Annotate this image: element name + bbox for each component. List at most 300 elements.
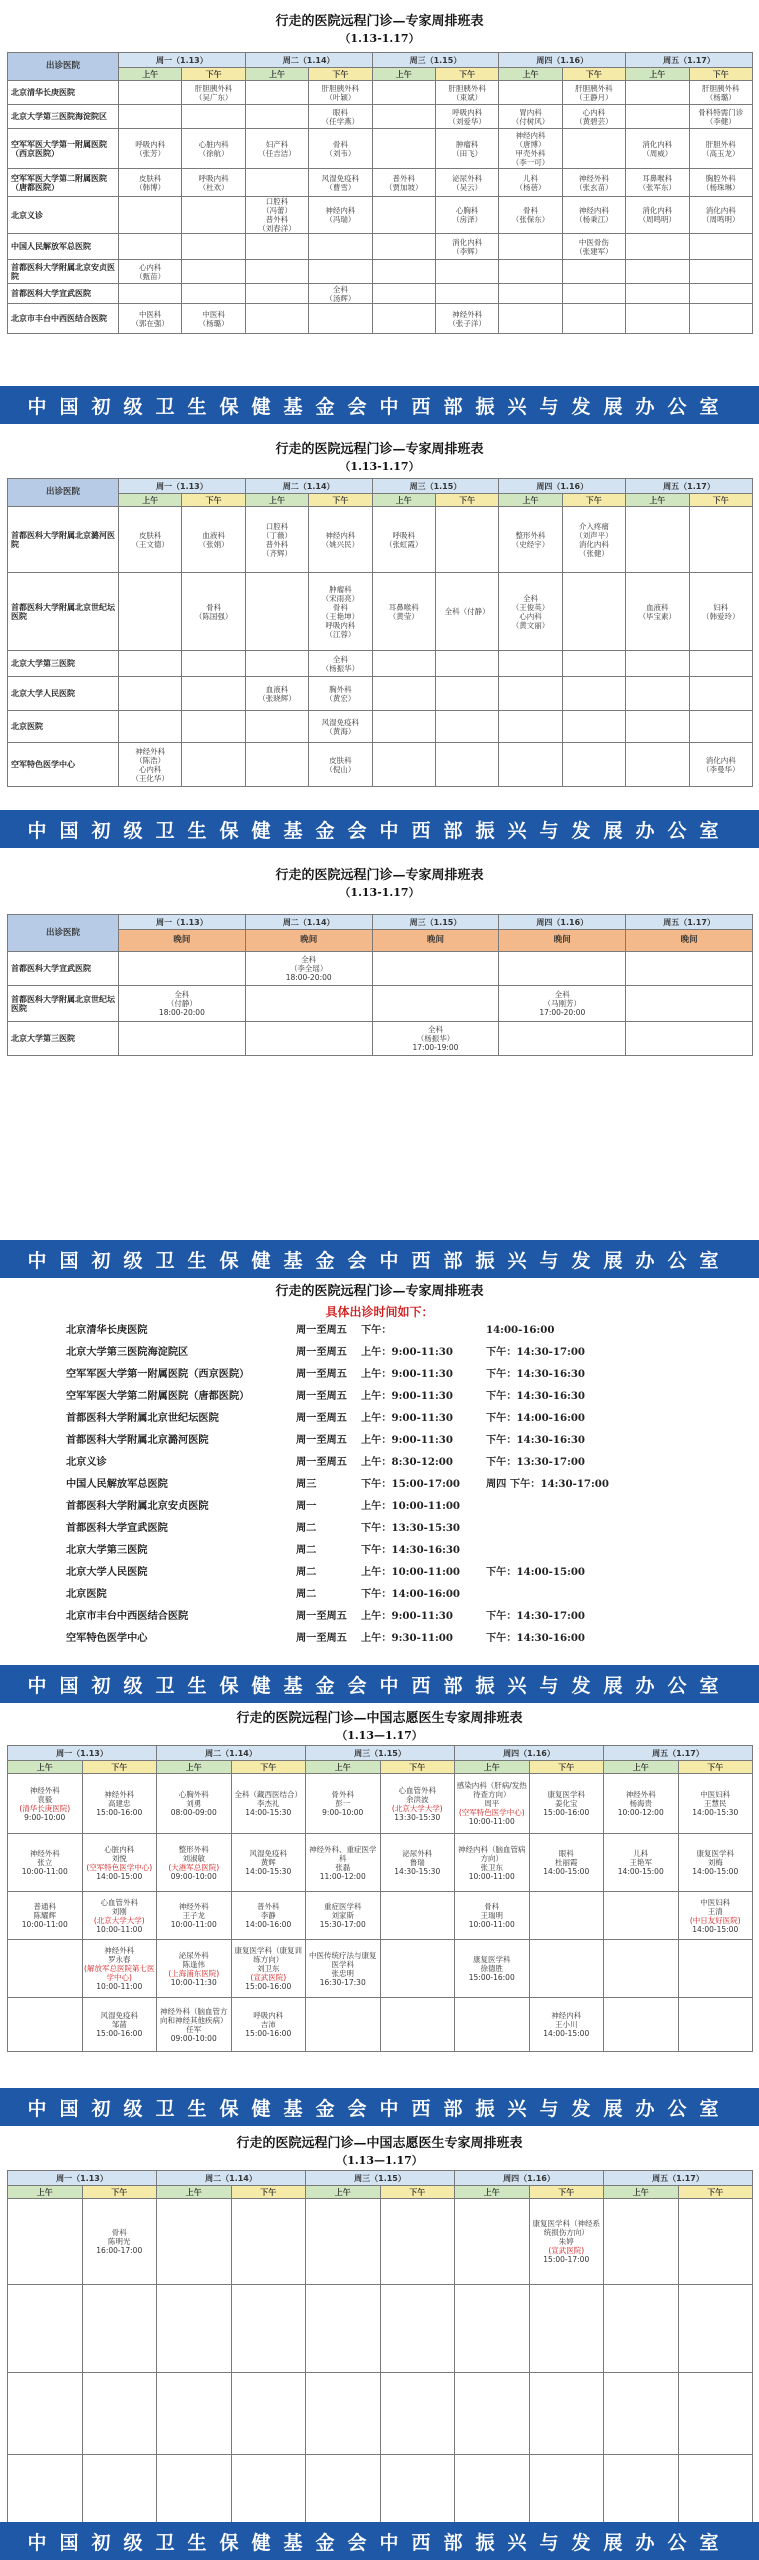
clinic-hours-row — [66, 1586, 706, 1602]
volunteer-cell — [678, 2285, 753, 2373]
day-header: 周一（1.13） — [119, 479, 246, 494]
doctor-info: 风湿免疫科 黄辉 14:00-15:30 — [245, 1849, 292, 1876]
am-header: 上午 — [604, 2186, 679, 2199]
table-row — [8, 2285, 753, 2373]
volunteer-cell — [678, 1998, 753, 2052]
schedule-cell: 全科 （杨振华） 17:00-19:00 — [372, 1022, 499, 1056]
day-header: 周二（1.14） — [245, 53, 372, 68]
am-header: 上午 — [157, 2186, 232, 2199]
volunteer-cell — [8, 1774, 83, 1834]
schedule-cell: 心脏内科 （徐航） — [182, 129, 245, 169]
clinic-days: 周三 — [296, 1478, 317, 1490]
schedule-cell — [499, 260, 562, 284]
day-header: 周二（1.14） — [245, 915, 372, 930]
schedule-cell — [372, 677, 435, 711]
hospital-name: 北京市丰台中西医结合医院 — [8, 304, 119, 334]
pm-header: 下午 — [82, 2186, 157, 2199]
clinic-hours-list — [0, 1322, 759, 1652]
pm-header: 下午 — [435, 68, 498, 81]
schedule-cell — [182, 284, 245, 304]
volunteer-cell — [82, 1998, 157, 2052]
hospital-name: 北京大学人民医院 — [8, 677, 119, 711]
schedule-cell: 全科 （杨振华） — [309, 651, 372, 677]
panel-subtitle: （1.13—1.17） — [336, 1729, 423, 1742]
clinic-days: 周一至周五 — [296, 1456, 347, 1468]
schedule-cell — [499, 677, 562, 711]
volunteer-cell — [604, 1892, 679, 1940]
am-header: 上午 — [8, 1761, 83, 1774]
schedule-cell — [626, 677, 689, 711]
pm-header: 下午 — [562, 68, 625, 81]
clinic-hours-row — [66, 1498, 706, 1514]
doctor-info: 神经内科（脑血管病方向） 张卫东 10:00-11:00 — [458, 1844, 526, 1881]
schedule-cell: 肝胆外科 （高玉龙） — [689, 129, 752, 169]
clinic-days: 周一至周五 — [296, 1346, 347, 1358]
am-hours: 上午：9:00-11:30 — [361, 1346, 453, 1358]
clinic-days: 周一至周五 — [296, 1412, 347, 1424]
day-header: 周三（1.15） — [372, 479, 499, 494]
schedule-cell: 神经内科 （唐博） 甲壳外科 （李一可） — [499, 129, 562, 169]
doctor-affiliation: (大港军总医院) — [168, 1862, 220, 1872]
schedule-cell: 消化内科 （李曼华） — [689, 743, 752, 787]
volunteer-cell — [8, 1892, 83, 1940]
schedule-table-evening — [7, 914, 753, 1056]
schedule-cell — [689, 284, 752, 304]
hospital-name: 空军特色医学中心 — [8, 743, 119, 787]
pm-header: 下午 — [435, 494, 498, 507]
doctor-info: 康复医学科 徐德胜 15:00-16:00 — [468, 1955, 515, 1982]
doctor-info: 神经外科、重症医学科 张磊 11:00-12:00 — [309, 1844, 377, 1881]
doctor-info: 神经外科 袁毅 — [29, 1785, 60, 1804]
clinic-hours-row — [66, 1388, 706, 1404]
schedule-cell — [499, 81, 562, 105]
schedule-cell — [626, 105, 689, 129]
volunteer-cell — [380, 1892, 455, 1940]
clinic-hours-row — [66, 1630, 706, 1646]
am-header: 上午 — [245, 68, 308, 81]
day-header: 周一（1.13） — [119, 915, 246, 930]
panel-subtitle: （1.13-1.17） — [339, 460, 420, 473]
volunteer-cell — [678, 1892, 753, 1940]
pm-header: 下午 — [562, 494, 625, 507]
volunteer-cell — [82, 1892, 157, 1940]
schedule-cell — [499, 743, 562, 787]
am-hours: 上午：9:00-11:30 — [361, 1434, 453, 1446]
clinic-days: 周一至周五 — [296, 1610, 347, 1622]
doctor-affiliation: (空军特色医学中心) — [458, 1808, 525, 1817]
pm-header: 下午 — [309, 494, 372, 507]
schedule-cell: 神经外科 （陈浩） 心内科 （王化华） — [119, 743, 182, 787]
volunteer-cell — [157, 2373, 232, 2455]
schedule-cell — [626, 711, 689, 743]
volunteer-cell — [455, 2373, 530, 2455]
schedule-cell: 神经外科 （张子洋） — [435, 304, 498, 334]
schedule-cell: 皮肤科 （倪山） — [309, 743, 372, 787]
schedule-cell: 妇科 （韩爱玲） — [689, 573, 752, 651]
schedule-cell — [119, 197, 182, 234]
schedule-cell: 风湿免疫科 （曹雪） — [309, 169, 372, 197]
volunteer-cell — [8, 2285, 83, 2373]
hospital-name: 中国人民解放军总医院 — [66, 1478, 168, 1490]
schedule-cell — [435, 260, 498, 284]
am-hours: 下午：15:00-17:00 — [361, 1478, 461, 1490]
schedule-cell: 口腔科 （冯蕾） 普外科 （刘春洋） — [245, 197, 308, 234]
day-header: 周二（1.14） — [157, 1746, 306, 1761]
schedule-cell: 心胸科 （房泽） — [435, 197, 498, 234]
pm-header: 下午 — [678, 2186, 753, 2199]
schedule-cell — [372, 284, 435, 304]
hospital-name: 首都医科大学宣武医院 — [8, 284, 119, 304]
schedule-cell: 全科 （王俊英） 心内科 （黄文丽） — [499, 573, 562, 651]
volunteer-cell — [231, 1774, 306, 1834]
pm-hours: 下午：14:00-16:00 — [486, 1412, 586, 1424]
schedule-cell — [372, 986, 499, 1022]
hospital-name: 北京义诊 — [66, 1456, 107, 1468]
hospital-name: 空军军医大学第一附属医院（西京医院） — [8, 129, 119, 169]
volunteer-cell — [157, 1774, 232, 1834]
footer-banner: 中国初级卫生保健基金会中西部振兴与发展办公室 — [0, 1665, 759, 1703]
doctor-info: 骨科 陈明光 16:00-17:00 — [96, 2228, 143, 2255]
pm-header: 下午 — [231, 2186, 306, 2199]
volunteer-cell — [455, 2199, 530, 2285]
panel-subtitle: 具体出诊时间如下： — [325, 1305, 434, 1319]
pm-header: 下午 — [689, 68, 752, 81]
hospital-column-header: 出诊医院 — [8, 53, 119, 81]
day-header: 周二（1.14） — [245, 479, 372, 494]
volunteer-cell — [231, 2285, 306, 2373]
volunteer-cell — [82, 2373, 157, 2455]
panel-title: 行走的医院远程门诊—中国志愿医生专家周排班表 — [236, 1711, 523, 1726]
volunteer-cell — [380, 2285, 455, 2373]
panel-title: 行走的医院远程门诊—专家周排班表 — [275, 14, 484, 29]
volunteer-cell — [678, 2373, 753, 2455]
doctor-info: 心血管外科 刘刚 — [100, 1897, 138, 1916]
volunteer-cell — [678, 1834, 753, 1892]
doctor-affiliation: (空军特色医学中心) — [86, 1862, 153, 1872]
pm-hours: 下午：14:30-17:00 — [486, 1610, 586, 1622]
volunteer-cell — [306, 1998, 381, 2052]
schedule-cell: 肝胆胰外科 （杨璐） — [689, 81, 752, 105]
volunteer-cell — [306, 1834, 381, 1892]
volunteer-cell — [529, 1774, 604, 1834]
doctor-info: 中医妇科 王清 — [700, 1897, 731, 1916]
schedule-cell — [245, 651, 308, 677]
am-hours: 上午：10:00-11:00 — [361, 1500, 461, 1512]
doctor-info: 普外科 李静 14:00-16:00 — [245, 1902, 292, 1929]
am-hours: 上午：9:00-11:30 — [361, 1390, 453, 1402]
schedule-cell: 中医骨伤 （张建军） — [562, 234, 625, 260]
schedule-cell — [309, 234, 372, 260]
pm-hours: 下午：14:30-16:30 — [486, 1368, 586, 1380]
schedule-cell — [309, 260, 372, 284]
am-hours: 上午：9:00-11:30 — [361, 1368, 453, 1380]
am-header: 上午 — [119, 494, 182, 507]
schedule-table-1 — [7, 52, 753, 334]
pm-header: 下午 — [380, 2186, 455, 2199]
evening-header: 晚间 — [119, 930, 246, 952]
schedule-cell — [562, 260, 625, 284]
am-header: 上午 — [626, 68, 689, 81]
clinic-time: 10:00-11:00 — [96, 1924, 143, 1934]
schedule-cell: 消化内科 （周鸣明） — [689, 197, 752, 234]
schedule-cell — [626, 507, 689, 573]
schedule-cell: 神经外科 （张玄苗） — [562, 169, 625, 197]
pm-header: 下午 — [678, 1761, 753, 1774]
volunteer-cell — [529, 1940, 604, 1998]
schedule-cell — [245, 234, 308, 260]
doctor-info: 骨外科 彭一 9:00-10:00 — [322, 1790, 364, 1817]
schedule-cell — [245, 105, 308, 129]
schedule-cell — [119, 81, 182, 105]
doctor-info: 中医妇科 王慧民 14:00-15:30 — [692, 1790, 739, 1817]
table-row — [8, 284, 753, 304]
pm-header: 下午 — [182, 68, 245, 81]
schedule-cell — [309, 304, 372, 334]
evening-header: 晚间 — [499, 930, 626, 952]
schedule-cell — [435, 743, 498, 787]
schedule-cell: 呼吸科 （张虹霞） — [372, 507, 435, 573]
volunteer-cell — [8, 1940, 83, 1998]
hospital-name: 空军特色医学中心 — [66, 1632, 148, 1644]
schedule-cell — [245, 986, 372, 1022]
volunteer-cell — [678, 2199, 753, 2285]
hospital-column-header: 出诊医院 — [8, 479, 119, 507]
hospital-name: 首都医科大学附属北京安贞医院 — [8, 260, 119, 284]
am-header: 上午 — [119, 68, 182, 81]
schedule-cell — [435, 284, 498, 304]
am-hours: 上午：9:30-11:00 — [361, 1632, 453, 1644]
volunteer-cell — [529, 1998, 604, 2052]
schedule-cell — [626, 1022, 753, 1056]
volunteer-cell — [529, 2199, 604, 2285]
table-row — [8, 1834, 753, 1892]
schedule-cell: 胸外科 （黄宏） — [309, 677, 372, 711]
schedule-cell — [689, 234, 752, 260]
pm-hours: 下午：14:00-15:00 — [486, 1566, 586, 1578]
schedule-panel-2 — [0, 424, 759, 854]
schedule-cell: 泌尿外科 （吴云） — [435, 169, 498, 197]
schedule-cell: 肝胆胰外科 （王静月） — [562, 81, 625, 105]
volunteer-cell — [455, 1774, 530, 1834]
schedule-cell — [499, 952, 626, 986]
volunteer-cell — [157, 1940, 232, 1998]
volunteer-cell — [604, 1774, 679, 1834]
schedule-cell: 消化内科 （周威） — [626, 129, 689, 169]
volunteer-cell — [231, 2373, 306, 2455]
schedule-cell — [562, 651, 625, 677]
volunteer-cell — [306, 2199, 381, 2285]
table-row — [8, 260, 753, 284]
panel-subtitle: （1.13-1.17） — [339, 886, 420, 899]
hospital-name: 首都医科大学附属北京潞河医院 — [8, 507, 119, 573]
schedule-cell: 全科 （汤辉） — [309, 284, 372, 304]
hospital-name: 北京大学第三医院 — [66, 1544, 148, 1556]
am-header: 上午 — [499, 68, 562, 81]
doctor-affiliation: (北京大学大学) — [93, 1915, 145, 1925]
clinic-hours-row — [66, 1520, 706, 1536]
doctor-info: 神经外科（脑血管方向和神经其他疾病） 任军 09:00-10:00 — [160, 2006, 228, 2043]
schedule-cell — [245, 304, 308, 334]
volunteer-cell — [455, 1998, 530, 2052]
schedule-cell — [626, 81, 689, 105]
day-header: 周四（1.16） — [499, 479, 626, 494]
table-row — [8, 952, 753, 986]
volunteer-cell — [306, 1940, 381, 1998]
schedule-cell — [562, 677, 625, 711]
day-header: 周四（1.16） — [455, 2171, 604, 2186]
schedule-cell: 全科 （付静） 18:00-20:00 — [119, 986, 246, 1022]
hospital-name: 首都医科大学附属北京世纪坛医院 — [8, 573, 119, 651]
am-header: 上午 — [499, 494, 562, 507]
hospital-name: 北京医院 — [8, 711, 119, 743]
doctor-info: 儿科 王艳军 14:00-15:00 — [617, 1849, 664, 1876]
schedule-cell — [119, 711, 182, 743]
panel-title: 行走的医院远程门诊—专家周排班表 — [275, 868, 484, 883]
volunteer-cell — [157, 1892, 232, 1940]
doctor-info: 全科（藏西医结合） 李杰礼 14:00-15:30 — [234, 1790, 302, 1817]
doctor-info: 康复医学科（神经系统损伤方向） 朱婷 — [532, 2219, 600, 2246]
day-header: 周三（1.15） — [306, 1746, 455, 1761]
doctor-affiliation: (中日友好医院) — [689, 1915, 741, 1925]
pm-header: 下午 — [309, 68, 372, 81]
clinic-days: 周二 — [296, 1588, 317, 1600]
panel-subtitle: （1.13-1.17） — [339, 32, 420, 45]
volunteer-table-1 — [7, 1745, 753, 2052]
pm-header: 下午 — [82, 1761, 157, 1774]
volunteer-cell — [604, 2199, 679, 2285]
schedule-cell — [689, 677, 752, 711]
volunteer-cell — [455, 2285, 530, 2373]
schedule-cell — [689, 507, 752, 573]
hospital-name: 首都医科大学附属北京潞河医院 — [66, 1434, 209, 1446]
clinic-hours-row — [66, 1344, 706, 1360]
clinic-time: 14:00-15:00 — [96, 1871, 143, 1881]
pm-header: 下午 — [231, 1761, 306, 1774]
volunteer-cell — [157, 2199, 232, 2285]
schedule-cell — [119, 105, 182, 129]
table-row — [8, 1892, 753, 1940]
volunteer-cell — [455, 1892, 530, 1940]
evening-header: 晚间 — [372, 930, 499, 952]
clinic-days: 周二 — [296, 1544, 317, 1556]
schedule-cell — [562, 304, 625, 334]
schedule-cell — [562, 284, 625, 304]
doctor-info: 神经外科 罗永春 — [104, 1946, 135, 1964]
volunteer-cell — [231, 1998, 306, 2052]
day-header: 周四（1.16） — [499, 53, 626, 68]
clinic-hours-row — [66, 1564, 706, 1580]
volunteer-cell — [231, 1892, 306, 1940]
day-header: 周四（1.16） — [455, 1746, 604, 1761]
schedule-cell: 整形外科 （史经宇） — [499, 507, 562, 573]
schedule-cell — [245, 81, 308, 105]
schedule-cell: 骨科 （陈国强） — [182, 573, 245, 651]
doctor-info: 骨科 王瑞明 10:00-11:00 — [468, 1902, 515, 1929]
schedule-cell: 呼吸内科 （张芳） — [119, 129, 182, 169]
hospital-name: 首都医科大学宣武医院 — [8, 952, 119, 986]
hospital-name: 北京大学第三医院 — [8, 1022, 119, 1056]
hospital-name: 北京清华长庚医院 — [66, 1324, 148, 1336]
schedule-cell — [119, 677, 182, 711]
schedule-cell — [119, 284, 182, 304]
hospital-name: 空军军医大学第二附属医院（唐都医院） — [8, 169, 119, 197]
schedule-cell: 耳鼻喉科 （张军东） — [626, 169, 689, 197]
volunteer-panel-2 — [0, 2126, 759, 2560]
doctor-info: 心胸外科 刘勇 08:00-09:00 — [170, 1790, 217, 1817]
clinic-hours-row — [66, 1366, 706, 1382]
hospital-name: 首都医科大学附属北京安贞医院 — [66, 1500, 209, 1512]
schedule-cell — [626, 304, 689, 334]
schedule-cell — [626, 952, 753, 986]
pm-header: 下午 — [689, 494, 752, 507]
doctor-info: 泌尿外科 鲁瑞 14:30-15:30 — [394, 1849, 441, 1876]
schedule-cell — [435, 507, 498, 573]
schedule-cell: 肝胆胰外科 （吴广东） — [182, 81, 245, 105]
volunteer-cell — [380, 2373, 455, 2455]
schedule-cell — [372, 260, 435, 284]
schedule-cell: 全科 （李全瑶） 18:00-20:00 — [245, 952, 372, 986]
day-header: 周一（1.13） — [8, 1746, 157, 1761]
table-row — [8, 1998, 753, 2052]
schedule-cell: 普外科 （贾加坡） — [372, 169, 435, 197]
table-row — [8, 2373, 753, 2455]
schedule-cell — [372, 129, 435, 169]
clinic-hours-row — [66, 1542, 706, 1558]
doctor-info: 神经外科 王子龙 10:00-11:00 — [170, 1902, 217, 1929]
table-row — [8, 234, 753, 260]
day-header: 周三（1.15） — [372, 915, 499, 930]
am-header: 上午 — [372, 68, 435, 81]
table-row — [8, 2199, 753, 2285]
am-header: 上午 — [306, 2186, 381, 2199]
table-row — [8, 197, 753, 234]
hospital-name: 首都医科大学宣武医院 — [66, 1522, 168, 1534]
am-hours: 下午：14:00-16:00 — [361, 1588, 461, 1600]
volunteer-cell — [157, 2285, 232, 2373]
schedule-cell: 骨科 （刘韦） — [309, 129, 372, 169]
schedule-cell — [626, 986, 753, 1022]
schedule-cell — [372, 81, 435, 105]
schedule-cell: 肿瘤科 （田飞） — [435, 129, 498, 169]
schedule-cell — [245, 1022, 372, 1056]
table-row — [8, 507, 753, 573]
schedule-cell — [119, 234, 182, 260]
schedule-cell: 胸腔外科 （杨珠琳） — [689, 169, 752, 197]
volunteer-cell — [529, 2285, 604, 2373]
table-row — [8, 1940, 753, 1998]
schedule-cell — [689, 260, 752, 284]
evening-header: 晚间 — [245, 930, 372, 952]
volunteer-cell — [82, 1774, 157, 1834]
doctor-info: 眼科 杜丽霞 14:00-15:00 — [543, 1849, 590, 1876]
volunteer-cell — [380, 1940, 455, 1998]
clinic-days: 周一至周五 — [296, 1632, 347, 1644]
pm-header: 下午 — [182, 494, 245, 507]
am-hours: 上午：9:00-11:30 — [361, 1610, 453, 1622]
am-hours: 下午： — [361, 1324, 392, 1336]
volunteer-cell — [231, 2199, 306, 2285]
hospital-name: 首都医科大学附属北京世纪坛医院 — [66, 1412, 219, 1424]
volunteer-cell — [8, 1998, 83, 2052]
volunteer-cell — [380, 1774, 455, 1834]
day-header: 周五（1.17） — [604, 1746, 753, 1761]
schedule-cell — [182, 105, 245, 129]
pm-hours: 下午：14:30-16:00 — [486, 1632, 586, 1644]
am-header: 上午 — [8, 2186, 83, 2199]
pm-header: 下午 — [529, 2186, 604, 2199]
schedule-cell: 消化内科 （周鸣明） — [626, 197, 689, 234]
volunteer-table-2 — [7, 2170, 753, 2535]
